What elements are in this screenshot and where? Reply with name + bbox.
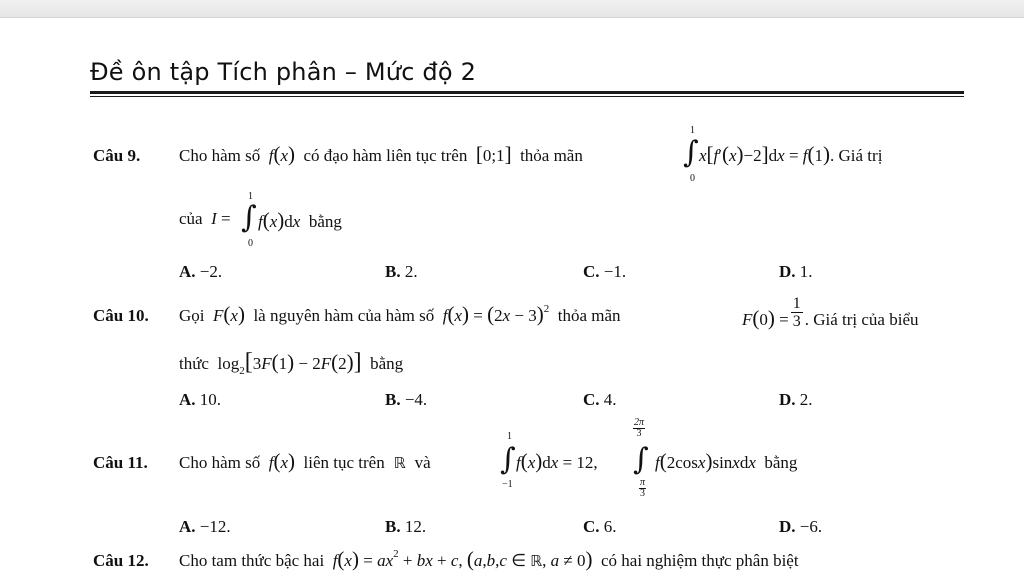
- q9-text-3: thỏa mãn: [520, 146, 583, 165]
- q9-math-interval: [0;1]: [475, 142, 512, 166]
- question-11-line-1: [179, 451, 431, 472]
- q11-text-1: Cho hàm số: [179, 453, 261, 472]
- q12-math-fx: $f(x) = ax^2$ + bx + c, (a,b,c ∈ ℝ, a ≠ 0): [332, 547, 593, 571]
- q11-math-integral1-body: f(x)dx = 12,: [516, 449, 598, 473]
- q11-math-integral2-body: f(2cosx)sinxdx bằng: [655, 449, 798, 473]
- q9-text-1: Cho hàm số: [179, 146, 261, 165]
- q11-answer-a-value: −12.: [199, 517, 231, 536]
- q11-answer-d-label: D.: [779, 517, 796, 536]
- q11-answer-d[interactable]: [779, 517, 822, 537]
- q9-answer-d-value: 1.: [799, 262, 813, 281]
- q11-answer-c-value: 6.: [603, 517, 617, 536]
- q9-I-integral-lower: 0: [248, 238, 253, 249]
- q11-answer-c[interactable]: [583, 517, 617, 537]
- title-rule-thin: [90, 96, 964, 97]
- question-9-line-1: [179, 144, 583, 165]
- title-rule-thick: [90, 91, 964, 94]
- q9-answer-a[interactable]: [179, 262, 222, 282]
- q11-text-2: liên tục trên: [303, 453, 385, 472]
- q10-answer-b-value: −4.: [404, 390, 428, 409]
- question-9-number: Câu 9.: [93, 146, 141, 165]
- question-12-number: Câu 12.: [93, 551, 149, 570]
- q9-answer-c[interactable]: [583, 262, 626, 282]
- q11-answer-d-value: −6.: [799, 517, 823, 536]
- q9-text-6: bằng: [308, 212, 342, 231]
- q10-text-3: thỏa mãn: [557, 306, 621, 325]
- q9-text-5: của: [179, 209, 203, 228]
- q9-answer-b-value: 2.: [404, 262, 418, 281]
- q11-integral1-lower: −1: [502, 479, 513, 490]
- q11-math-fx: f(x): [268, 449, 296, 473]
- q10-answer-d-value: 2.: [799, 390, 813, 409]
- q9-answer-b-label: B.: [385, 262, 401, 281]
- q10-answer-a-label: A.: [179, 390, 196, 409]
- q9-text-2: có đạo hàm liên tục trên: [303, 146, 468, 165]
- q10-text-2: là nguyên hàm của hàm số: [253, 306, 435, 325]
- q9-text-4: . Giá trị: [830, 146, 883, 165]
- q9-answer-a-value: −2.: [199, 262, 223, 281]
- q10-text-5: thức: [179, 354, 209, 373]
- q9-integral-upper: 1: [690, 125, 695, 136]
- question-9-line-2: [179, 210, 231, 227]
- page-title: Đề ôn tập Tích phân – Mức độ 2: [90, 58, 477, 86]
- question-10-line-1: [179, 304, 621, 325]
- q11-text-4: bằng: [764, 453, 798, 472]
- q9-answer-b[interactable]: [385, 262, 418, 282]
- question-10-number: Câu 10.: [93, 306, 149, 325]
- question-11-number: Câu 11.: [93, 453, 148, 472]
- q10-answer-d[interactable]: [779, 390, 813, 410]
- q10-answer-b-label: B.: [385, 390, 401, 409]
- q9-math-I: I =: [211, 209, 231, 228]
- q11-math-R: ℝ: [388, 454, 411, 472]
- q10-math-log: $\log_2[3F(1) - 2F(2)]$: [213, 349, 362, 377]
- q11-integral2-lower: π 3: [640, 477, 646, 499]
- q9-integral-sign: ∫: [683, 135, 699, 170]
- q9-integral-lower: 0: [690, 173, 695, 184]
- q11-integral2-upper: 2π 3: [634, 417, 645, 439]
- q9-math-fx: f(x): [268, 142, 296, 166]
- q10-answer-c-label: C.: [583, 390, 600, 409]
- q12-text-2: có hai nghiệm thực phân biệt: [600, 551, 799, 570]
- q9-answer-d-label: D.: [779, 262, 796, 281]
- q9-answer-d[interactable]: [779, 262, 813, 282]
- q10-answer-a-value: 10.: [199, 390, 222, 409]
- q11-answer-a[interactable]: [179, 517, 231, 537]
- q10-answer-c-value: 4.: [603, 390, 617, 409]
- q10-math-fx: $f(x) = (2x - 3)^2$: [442, 302, 550, 326]
- q11-answer-b[interactable]: [385, 517, 426, 537]
- q10-answer-b[interactable]: [385, 390, 427, 410]
- q10-answer-d-label: D.: [779, 390, 796, 409]
- q11-text-3: và: [414, 453, 431, 472]
- q11-answer-b-label: B.: [385, 517, 401, 536]
- q11-integral2-sign: ∫: [633, 442, 649, 477]
- question-10-line-2: [179, 350, 403, 377]
- q11-answer-c-label: C.: [583, 517, 600, 536]
- q10-answer-a[interactable]: [179, 390, 221, 410]
- q9-math-condition: x[f′(x)−2]dx = f(1). Giá trị: [699, 142, 883, 166]
- q10-answer-c[interactable]: [583, 390, 617, 410]
- q12-text-1: Cho tam thức bậc hai: [179, 551, 325, 570]
- q9-answer-c-value: −1.: [603, 262, 627, 281]
- q10-math-F0: F(0) = $\frac{1}{3}$ . Giá trị của biểu: [742, 295, 919, 330]
- q9-I-integral-upper: 1: [248, 191, 253, 202]
- question-12-line-1: [179, 549, 799, 570]
- q10-math-Fx: F(x): [213, 302, 245, 326]
- q9-I-integral-sign: ∫: [241, 200, 257, 235]
- q9-answer-a-label: A.: [179, 262, 196, 281]
- window-top-bar: [0, 0, 1024, 18]
- q9-answer-c-label: C.: [583, 262, 600, 281]
- q11-integral1-upper: 1: [507, 431, 512, 442]
- q9-math-I-body: f(x)dx bằng: [258, 208, 342, 232]
- q11-integral1-sign: ∫: [500, 442, 516, 477]
- q10-text-1: Gọi: [179, 306, 205, 325]
- q10-text-6: bằng: [370, 354, 404, 373]
- q10-text-4: . Giá trị của biểu: [804, 309, 919, 329]
- q11-answer-b-value: 12.: [404, 517, 427, 536]
- q11-answer-a-label: A.: [179, 517, 196, 536]
